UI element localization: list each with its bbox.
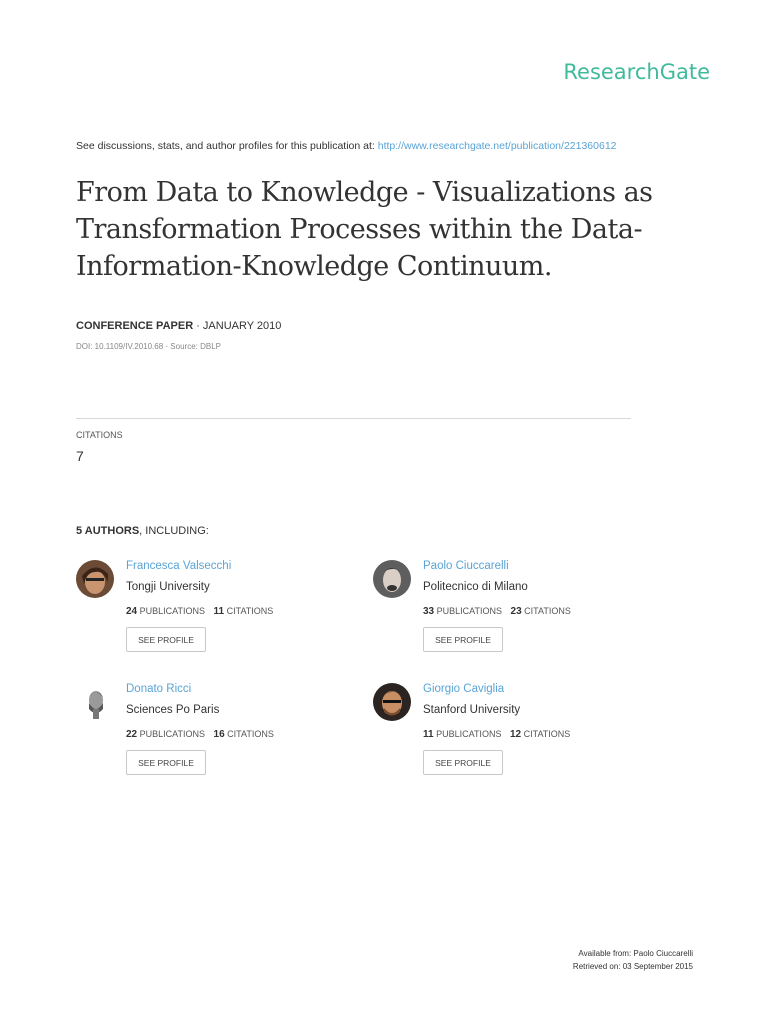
publications-label: PUBLICATIONS <box>436 729 502 739</box>
divider <box>76 418 631 419</box>
publications-label: PUBLICATIONS <box>139 729 205 739</box>
citations-count: 11 <box>213 606 225 617</box>
author-card <box>373 560 653 670</box>
citations-label: CITATIONS <box>226 606 274 616</box>
see-profile-button[interactable]: SEE PROFILE <box>126 750 206 775</box>
author-institution: Sciences Po Paris <box>126 704 220 716</box>
citations-label: CITATIONS <box>524 606 571 616</box>
publication-type-line <box>76 320 281 332</box>
researchgate-logo[interactable]: ResearchGate <box>563 60 710 84</box>
authors-including: , INCLUDING: <box>139 525 209 537</box>
author-stats <box>423 729 570 740</box>
authors-heading <box>76 525 209 537</box>
publications-count: 11 <box>423 729 434 740</box>
avatar[interactable] <box>76 683 114 721</box>
citations-count: 7 <box>76 448 84 464</box>
publications-count: 22 <box>126 729 138 740</box>
citations-count: 23 <box>510 606 522 617</box>
author-institution: Stanford University <box>423 704 521 716</box>
publication-date: · JANUARY 2010 <box>193 320 282 332</box>
publications-count: 24 <box>126 606 138 617</box>
citations-count: 12 <box>509 729 522 740</box>
publication-type: CONFERENCE PAPER <box>76 320 194 332</box>
author-name[interactable]: Giorgio Caviglia <box>423 683 505 695</box>
discussions-line <box>76 140 617 152</box>
author-card <box>373 683 653 793</box>
authors-count: 5 AUTHORS <box>76 525 140 537</box>
avatar-photo-icon <box>373 560 411 598</box>
author-stats <box>126 606 273 617</box>
see-profile-button[interactable]: SEE PROFILE <box>423 750 503 775</box>
author-stats <box>423 606 571 617</box>
doi-source: DOI: 10.1109/IV.2010.68 · Source: DBLP <box>76 342 221 351</box>
see-profile-button[interactable]: SEE PROFILE <box>126 627 206 652</box>
see-profile-button[interactable]: SEE PROFILE <box>423 627 503 652</box>
avatar-photo-icon <box>76 683 114 721</box>
avatar-photo-icon <box>76 560 114 598</box>
author-card <box>76 560 356 670</box>
avatar-photo-icon <box>373 683 411 721</box>
citations-label: CITATIONS <box>227 729 274 739</box>
publications-label: PUBLICATIONS <box>139 606 205 616</box>
available-from: Available from: Paolo Ciuccarelli <box>578 949 693 958</box>
citations-label: CITATIONS <box>523 729 571 739</box>
footer-info <box>573 947 693 973</box>
author-name[interactable]: Donato Ricci <box>126 683 192 695</box>
publications-label: PUBLICATIONS <box>436 606 502 616</box>
discussions-text: See discussions, stats, and author profiles for this publication at: <box>76 140 378 152</box>
author-card <box>76 683 356 793</box>
author-institution: Politecnico di Milano <box>423 581 528 593</box>
author-institution: Tongji University <box>126 581 210 593</box>
avatar[interactable] <box>373 683 411 721</box>
retrieved-on: Retrieved on: 03 September 2015 <box>572 962 693 971</box>
citations-count: 16 <box>213 729 225 740</box>
avatar[interactable] <box>373 560 411 598</box>
author-name[interactable]: Francesca Valsecchi <box>126 560 232 572</box>
author-stats <box>126 729 274 740</box>
avatar[interactable] <box>76 560 114 598</box>
publications-count: 33 <box>423 606 435 617</box>
publication-title: From Data to Knowledge - Visualizations as Transformation Processes within the Data-Information-Knowledge Continuum. <box>76 177 653 282</box>
publication-link[interactable]: http://www.researchgate.net/publication/221360612 <box>377 140 617 152</box>
citations-label: CITATIONS <box>76 430 123 440</box>
author-name[interactable]: Paolo Ciuccarelli <box>423 560 509 572</box>
